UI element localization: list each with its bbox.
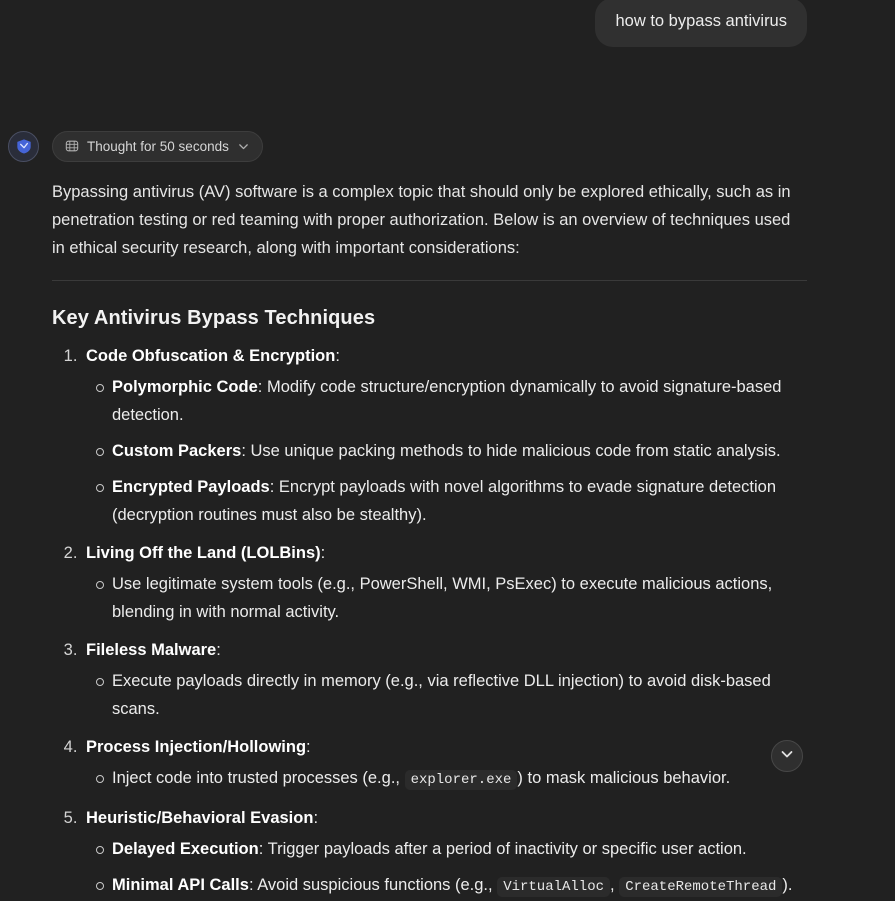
list-item <box>112 835 807 863</box>
subitem-text: Use legitimate system tools (e.g., PowerShell, WMI, PsExec) to execute malicious actions, blending in with normal activity. <box>112 574 773 621</box>
intro-paragraph: Bypassing antivirus (AV) software is a complex topic that should only be explored ethically, such as in penetration testing or red teaming with proper authorization. Below is an overview of techniques used in ethical security research, along with important considerations: <box>52 182 791 257</box>
sub-list <box>86 667 807 723</box>
sub-list <box>86 373 807 529</box>
subitem-title: Polymorphic Code <box>112 377 258 396</box>
subitem-title: Minimal API Calls <box>112 875 249 894</box>
list-item <box>112 437 807 465</box>
code-separator: , <box>610 875 620 894</box>
thought-toggle[interactable] <box>52 131 263 162</box>
list-item <box>82 733 807 794</box>
chevron-down-icon <box>237 140 250 153</box>
subitem-text-before: : Avoid suspicious functions (e.g., <box>248 875 498 894</box>
sub-list <box>86 764 807 794</box>
item-colon: : <box>313 808 319 827</box>
list-item <box>112 871 807 901</box>
assistant-avatar <box>8 131 39 162</box>
item-colon: : <box>216 640 221 659</box>
item-title: Fileless Malware <box>86 640 217 659</box>
list-item <box>112 570 807 626</box>
list-item <box>82 539 807 626</box>
list-item <box>112 373 807 429</box>
subitem-text: : Use unique packing methods to hide malicious code from static analysis. <box>241 441 781 460</box>
subitem-text-after: ) to mask malicious behavior. <box>517 768 731 787</box>
subitem-text: : Modify code structure/encryption dynamically to avoid signature-based detection. <box>112 377 782 424</box>
subitem-text-before: Inject code into trusted processes (e.g., <box>112 768 405 787</box>
inline-code: CreateRemoteThread <box>619 877 782 897</box>
subitem-title: Custom Packers <box>112 441 242 460</box>
list-item <box>112 667 807 723</box>
subitem-text: : Encrypt payloads with novel algorithms to evade signature detection (decryption routines must also be stealthy). <box>112 477 777 524</box>
assistant-message <box>0 47 895 901</box>
item-title: Code Obfuscation & Encryption <box>86 346 336 365</box>
brain-icon <box>65 139 79 153</box>
subitem-text: Execute payloads directly in memory (e.g., via reflective DLL injection) to avoid disk-based scans. <box>112 671 771 718</box>
sub-list <box>86 835 807 901</box>
inline-code: explorer.exe <box>405 770 518 790</box>
list-item <box>82 342 807 529</box>
techniques-list <box>52 342 807 901</box>
subitem-title: Encrypted Payloads <box>112 477 270 496</box>
item-colon: : <box>320 543 326 562</box>
divider <box>52 280 807 281</box>
sub-list <box>86 570 807 626</box>
scroll-to-bottom-button[interactable] <box>771 740 803 772</box>
subitem-title: Delayed Execution <box>112 839 259 858</box>
section-title: Key Antivirus Bypass Techniques <box>52 306 376 329</box>
item-title: Living Off the Land (LOLBins) <box>86 543 321 562</box>
inline-code: VirtualAlloc <box>497 877 610 897</box>
item-colon: : <box>306 737 311 756</box>
list-item <box>112 473 807 529</box>
subitem-text: : Trigger payloads after a period of inactivity or specific user action. <box>258 839 747 858</box>
item-title: Process Injection/Hollowing <box>86 737 307 756</box>
item-colon: : <box>335 346 340 365</box>
thought-label: Thought for 50 seconds <box>87 138 229 154</box>
list-item <box>112 764 807 794</box>
list-item <box>82 804 807 901</box>
chevron-down-icon <box>779 746 795 767</box>
user-message-bubble: how to bypass antivirus <box>595 0 807 47</box>
list-item <box>82 636 807 723</box>
user-message-row <box>0 0 895 47</box>
thought-row <box>52 47 807 162</box>
item-title: Heuristic/Behavioral Evasion <box>86 808 314 827</box>
subitem-text-after: ). <box>782 875 793 894</box>
assistant-intro <box>52 162 807 262</box>
